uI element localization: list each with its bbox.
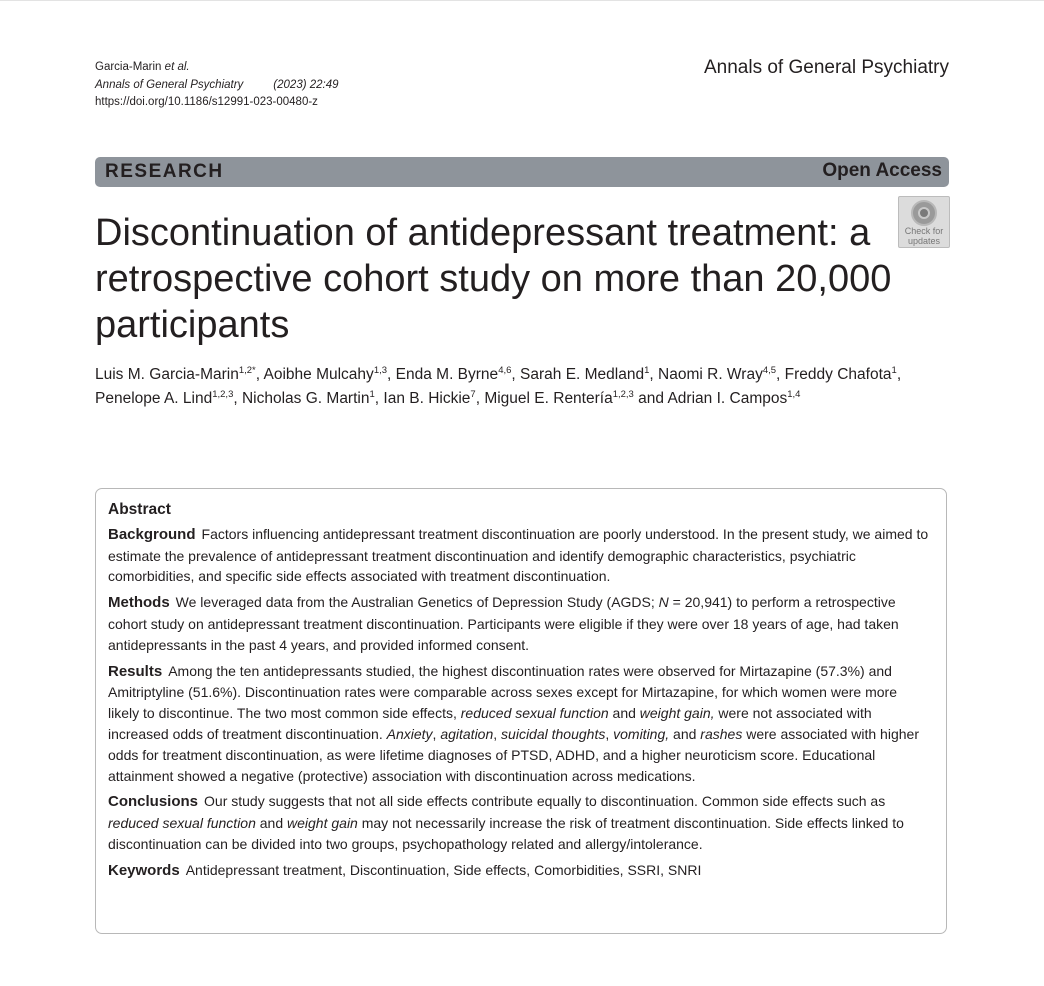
- citation-authors-line: [95, 59, 339, 77]
- check-updates-label-1: Check for: [904, 226, 944, 236]
- keywords-text: Antidepressant treatment, Discontinuation, Side effects, Comorbidities, SSRI, SNRI: [185, 861, 702, 878]
- abstract-heading: Abstract: [108, 501, 171, 518]
- author[interactable]: Luis M. Garcia-Marin$^{1,2*}$: [95, 365, 256, 383]
- author[interactable]: Ian B. Hickie$^7$: [383, 389, 476, 407]
- citation-journal: Annals of General Psychiatry: [95, 78, 244, 91]
- article-type-banner: [95, 157, 949, 187]
- abstract-background: [108, 524, 930, 587]
- check-updates-icon: [911, 200, 937, 226]
- background-label: Background: [108, 525, 196, 543]
- article-title: Discontinuation of antidepressant treatment: a retrospective cohort study on more than 20,000 participants: [95, 212, 892, 346]
- abstract-results: Results Among the ten antidepressants studied, the highest discontinuation rates were observed for Mirtazapine (57.3%) and Amitriptyline (51.6%). Discontinuation rates were comparable across sexes except for Mirtazapine, for which women were more likely to discontinue. The two most common side effects, reduced sexual function and weight gain, were not associated with increased odds of treatment discontinuation. Anxiety, agitation, suicidal thoughts, vomiting, and rashes were associated with higher odds for treatment discontinuation, as were lifetime diagnoses of PTSD, ADHD, and a higher neuroticism score. Educational attainment showed a negative (protective) association with discontinuation across medications.: [108, 662, 919, 784]
- top-rule: [0, 0, 1044, 1]
- results-label: Results: [108, 662, 163, 680]
- abstract-keywords: [108, 860, 930, 882]
- check-for-updates-badge[interactable]: [898, 196, 950, 248]
- citation-journal-line: [95, 77, 339, 95]
- citation-etal: et al.: [164, 61, 190, 73]
- abstract-box: [95, 488, 947, 934]
- citation-doi[interactable]: https://doi.org/10.1186/s12991-023-00480-z: [95, 96, 318, 108]
- author[interactable]: Aoibhe Mulcahy$^{1,3}$: [263, 365, 388, 383]
- citation-block: [95, 59, 339, 112]
- article-type-label: RESEARCH: [105, 161, 224, 182]
- background-text: Factors influencing antidepressant treatment discontinuation are poorly understood. In the present study, we aimed to estimate the prevalence of antidepressant treatment discontinuation and identify demographic characteristics, psychiatric comorbidities, and specific side effects associated with treatment discontinuation.: [108, 525, 929, 585]
- author[interactable]: Naomi R. Wray$^{4,5}$: [658, 365, 777, 383]
- author-list: Luis M. Garcia-Marin$^{1,2*}$, Aoibhe Mulcahy$^{1,3}$, Enda M. Byrne$^{4,6}$, Sarah E. Medland$^1$, Naomi R. Wray$^{4,5}$, Freddy Chafota$^1$, Penelope A. Lind$^{1,2,3}$, Nicholas G. Martin$^1$, Ian B. Hickie$^7$, Miguel E. Rentería$^{1,2,3}$ and Adrian I. Campos$^{1,4}$: [95, 365, 902, 407]
- methods-label: Methods: [108, 594, 170, 612]
- author[interactable]: Miguel E. Rentería$^{1,2,3}$: [484, 389, 634, 407]
- check-updates-label-2: updates: [907, 236, 941, 246]
- author[interactable]: Nicholas G. Martin$^1$: [241, 389, 375, 407]
- open-access-label: Open Access: [822, 160, 942, 181]
- journal-name: Annals of General Psychiatry: [703, 57, 949, 78]
- author[interactable]: Penelope A. Lind$^{1,2,3}$: [95, 389, 234, 407]
- author[interactable]: Enda M. Byrne$^{4,6}$: [395, 365, 512, 383]
- abstract-conclusions: Conclusions Our study suggests that not all side effects contribute equally to discontinuation. Common side effects such as reduced sexual function and weight gain may not necessarily increase the risk of treatment discontinuation. Side effects linked to discontinuation can be divided into two groups, psychopathology related and allergy/intolerance.: [108, 793, 904, 852]
- citation-year-volume: (2023) 22:49: [273, 78, 339, 91]
- author[interactable]: Freddy Chafota$^1$: [784, 365, 897, 383]
- author[interactable]: Sarah E. Medland$^1$: [520, 365, 650, 383]
- abstract-methods: Methods We leveraged data from the Australian Genetics of Depression Study (AGDS; N = 20,941) to perform a retrospective cohort study on antidepressant treatment discontinuation. Participants were eligible if they were over 18 years of age, had taken antidepressants in the past 4 years, and provided informed consent.: [108, 594, 899, 653]
- author[interactable]: Adrian I. Campos$^{1,4}$: [667, 389, 801, 407]
- conclusions-label: Conclusions: [108, 793, 199, 811]
- citation-authors: Garcia-Marin: [95, 61, 162, 73]
- keywords-label: Keywords: [108, 861, 180, 879]
